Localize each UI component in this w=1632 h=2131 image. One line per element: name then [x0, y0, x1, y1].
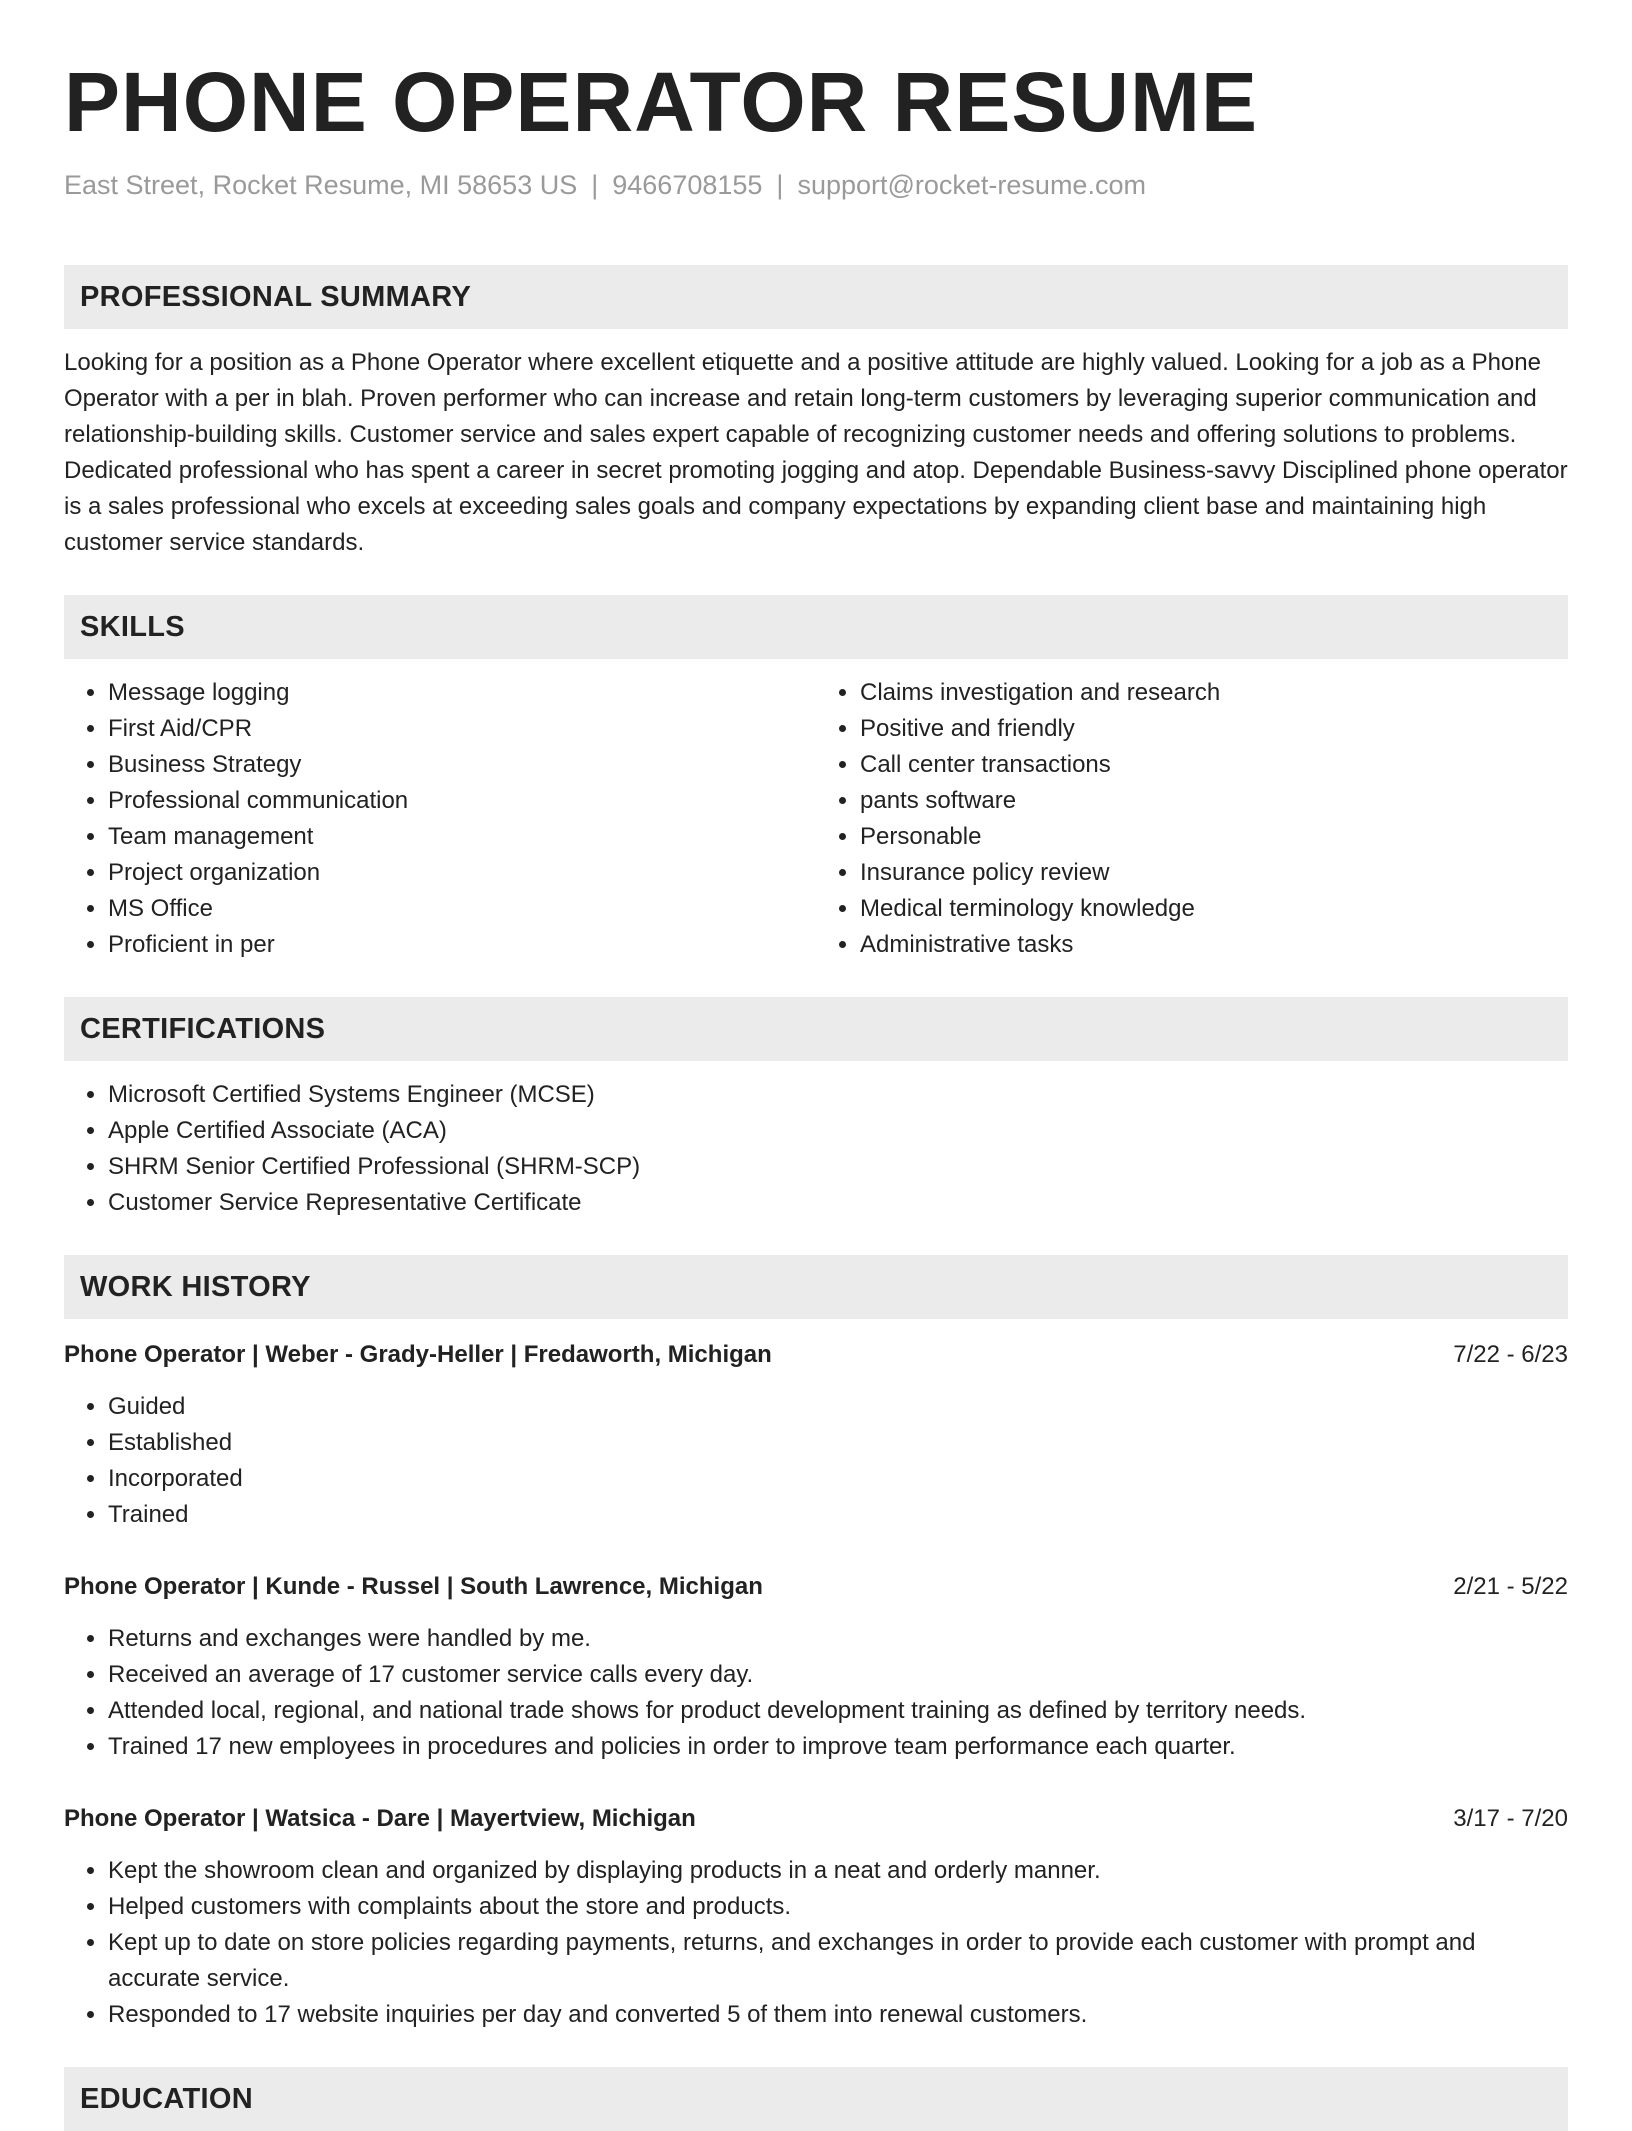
- skills-list-right: [816, 675, 1568, 963]
- contact-line: [64, 168, 1568, 203]
- list-item: • Guided: [108, 1389, 1568, 1425]
- skills-columns: [64, 675, 1568, 963]
- list-item: • Claims investigation and research: [860, 675, 1568, 711]
- list-item: • Incorporated: [108, 1461, 1568, 1497]
- section-header-certifications: CERTIFICATIONS: [64, 997, 1568, 1061]
- section-header-skills: SKILLS: [64, 595, 1568, 659]
- list-item: • Responded to 17 website inquiries per day and converted 5 of them into renewal customers.: [108, 1997, 1568, 2033]
- certifications-list: [64, 1077, 1568, 1221]
- job-dates: 7/22 - 6/23: [1453, 1341, 1568, 1369]
- list-item: • Kept up to date on store policies regarding payments, returns, and exchanges in order to provide each customer with prompt and accurate service.: [108, 1925, 1568, 1997]
- list-item: • Trained 17 new employees in procedures and policies in order to improve team performance each quarter.: [108, 1729, 1568, 1765]
- list-item: • Received an average of 17 customer service calls every day.: [108, 1657, 1568, 1693]
- list-item: • pants software: [860, 783, 1568, 819]
- job-bullets: [64, 1621, 1568, 1765]
- list-item: • Positive and friendly: [860, 711, 1568, 747]
- list-item: • Proficient in per: [108, 927, 816, 963]
- contact-separator: |: [591, 170, 599, 201]
- list-item: • Microsoft Certified Systems Engineer (MCSE): [108, 1077, 1568, 1113]
- contact-address: East Street, Rocket Resume, MI 58653 US: [64, 170, 578, 201]
- job-header: [64, 1337, 1568, 1373]
- section-header-summary: PROFESSIONAL SUMMARY: [64, 265, 1568, 329]
- list-item: • First Aid/CPR: [108, 711, 816, 747]
- job-entry: [64, 1801, 1568, 2033]
- section-header-education: EDUCATION: [64, 2067, 1568, 2131]
- job-header: [64, 1801, 1568, 1837]
- contact-phone: 9466708155: [612, 170, 763, 201]
- list-item: • Call center transactions: [860, 747, 1568, 783]
- contact-email: support@rocket-resume.com: [797, 170, 1146, 201]
- list-item: • Professional communication: [108, 783, 816, 819]
- list-item: • Trained: [108, 1497, 1568, 1533]
- skills-list-left: [64, 675, 816, 963]
- section-header-work-history: WORK HISTORY: [64, 1255, 1568, 1319]
- list-item: • Established: [108, 1425, 1568, 1461]
- list-item: • Project organization: [108, 855, 816, 891]
- job-title: Phone Operator | Weber - Grady-Heller | Fredaworth, Michigan: [64, 1341, 772, 1369]
- job-bullets: [64, 1853, 1568, 2033]
- list-item: • Message logging: [108, 675, 816, 711]
- resume-title: PHONE OPERATOR RESUME: [64, 55, 1259, 149]
- job-title: Phone Operator | Watsica - Dare | Mayertview, Michigan: [64, 1805, 696, 1833]
- list-item: • SHRM Senior Certified Professional (SHRM-SCP): [108, 1149, 1568, 1185]
- list-item: • Attended local, regional, and national trade shows for product development training as defined by territory needs.: [108, 1693, 1568, 1729]
- list-item: • Administrative tasks: [860, 927, 1568, 963]
- job-dates: 3/17 - 7/20: [1453, 1805, 1568, 1833]
- list-item: • Returns and exchanges were handled by me.: [108, 1621, 1568, 1657]
- list-item: • Insurance policy review: [860, 855, 1568, 891]
- job-bullets: [64, 1389, 1568, 1533]
- job-dates: 2/21 - 5/22: [1453, 1573, 1568, 1601]
- list-item: • Business Strategy: [108, 747, 816, 783]
- list-item: • Team management: [108, 819, 816, 855]
- list-item: • Medical terminology knowledge: [860, 891, 1568, 927]
- job-entry: [64, 1569, 1568, 1765]
- list-item: • Customer Service Representative Certificate: [108, 1185, 1568, 1221]
- job-title: Phone Operator | Kunde - Russel | South Lawrence, Michigan: [64, 1573, 763, 1601]
- job-header: [64, 1569, 1568, 1605]
- summary-text: Looking for a position as a Phone Operator where excellent etiquette and a positive attitude are highly valued. Looking for a job as a Phone Operator with a per in blah. Proven performer who can increase and retain long-term customers by leveraging superior communication and relationship-building skills. Customer service and sales expert capable of recognizing customer needs and offering solutions to problems. Dedicated professional who has spent a career in secret promoting jogging and atop. Dependable Business-savvy Disciplined phone operator is a sales professional who excels at exceeding sales goals and company expectations by expanding client base and maintaining high customer service standards.: [64, 349, 1568, 557]
- list-item: • Kept the showroom clean and organized by displaying products in a neat and orderly manner.: [108, 1853, 1568, 1889]
- list-item: • Apple Certified Associate (ACA): [108, 1113, 1568, 1149]
- job-entry: [64, 1337, 1568, 1533]
- list-item: • Helped customers with complaints about the store and products.: [108, 1889, 1568, 1925]
- list-item: • MS Office: [108, 891, 816, 927]
- list-item: • Personable: [860, 819, 1568, 855]
- contact-separator: |: [776, 170, 784, 201]
